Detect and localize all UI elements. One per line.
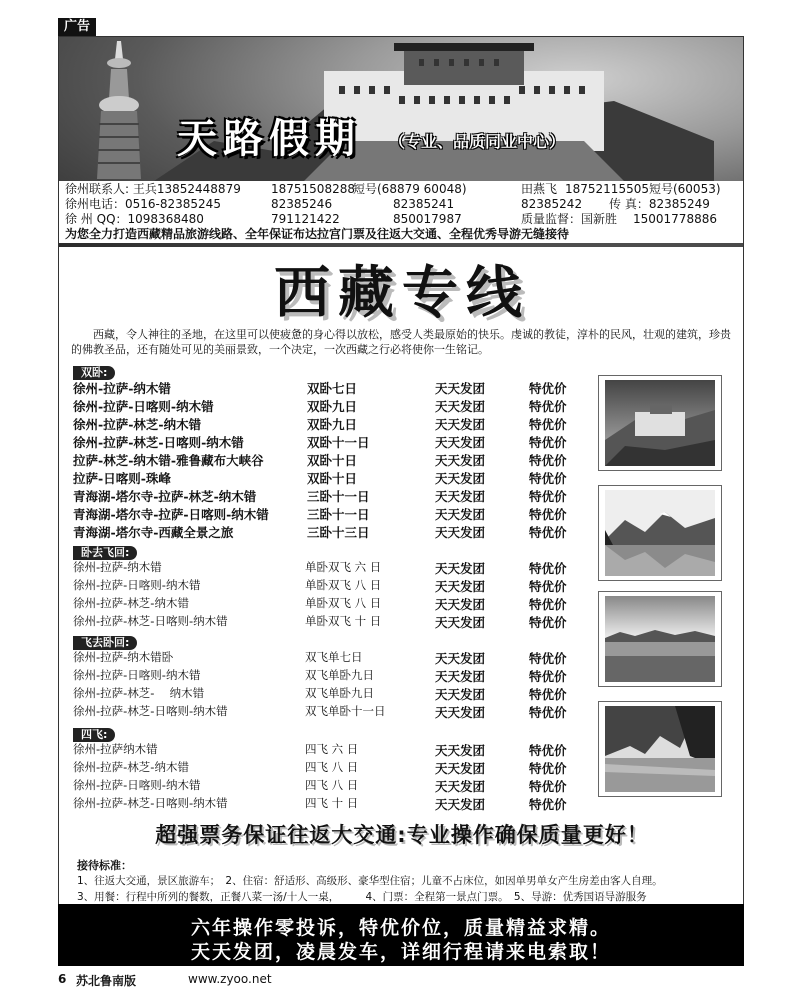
slogan: 为您全力打造西藏精品旅游线路、全年保证布达拉宫门票及往返大交通、全程优秀导游无缝接待 [65,227,570,241]
contact-text: 18751508288 [271,182,355,196]
route-schedule: 天天发团 [435,435,486,450]
section-tag: 飞去卧回: [73,636,137,650]
route-duration: 四飞 十 日 [305,796,359,810]
route-name: 徐州-拉萨-纳木错 [73,381,171,396]
contact-text: 82385241 [393,197,455,211]
contact-text: 850017987 [393,212,462,226]
palace-photo-image [603,380,717,466]
route-duration: 双飞单卧九日 [305,686,374,700]
route-price: 特优价 [529,669,567,684]
route-price: 特优价 [529,705,567,720]
route-duration: 单卧双飞 八 日 [305,596,382,610]
footer-line: 六年操作零投诉，特优价位，质量精益求精。 [190,917,611,939]
contact-text: 徐州联系人: 王兵13852448879 [65,182,241,196]
route-name: 徐州-拉萨-日喀则-纳木错 [73,778,201,792]
contact-text: 15001778886 [633,212,717,226]
contact-text: 传 真：82385249 [609,197,710,211]
route-name: 青海湖-塔尔寺-拉萨-日喀则-纳木错 [73,507,269,522]
contact-text: 田燕飞 [521,182,558,196]
route-price: 特优价 [529,381,567,396]
route-duration: 双卧九日 [307,399,358,414]
ad-label: 广告 [58,18,96,36]
contact-text: 短号(68879 60048) [353,182,467,196]
edition-label: 苏北鲁南版 [76,974,137,988]
contact-text: 82385242 [521,197,583,211]
section-tag: 四飞: [73,728,115,742]
route-schedule: 天天发团 [435,453,486,468]
route-name: 徐州-拉萨-日喀则-纳木错 [73,578,201,592]
guarantee-slogan: 超强票务保证往返大交通:专业操作确保质量更好！ [155,823,649,847]
contact-text: 791121422 [271,212,340,226]
route-schedule: 天天发团 [435,399,486,414]
route-schedule: 天天发团 [435,761,486,776]
advertisement-page [58,36,744,942]
contact-row [65,212,739,227]
route-name: 徐州-拉萨-林芝-日喀则-纳木错 [73,435,244,450]
route-schedule: 天天发团 [435,579,486,594]
brand-name: 天路假期 [177,115,361,162]
route-price: 特优价 [529,597,567,612]
route-schedule: 天天发团 [435,743,486,758]
mountain-lake-image [603,490,717,576]
contact-text: 徐 州 QQ：1098368480 [65,212,204,226]
page-title: 西藏专线 [274,260,530,326]
route-name: 青海湖-塔尔寺-拉萨-林芝-纳木错 [73,489,257,504]
route-duration: 单卧双飞 六 日 [305,560,382,574]
standards-line: 1、往返大交通，景区旅游车； 2、住宿：舒适形、高级形、豪华型住宿；儿童不占床位，如因单男单女产生房差由客人自理。 [77,875,663,887]
section-tag: 卧去飞回: [73,546,137,560]
section-tag: 双卧: [73,366,115,380]
website-link[interactable]: www.zyoo.net [188,972,272,986]
route-price: 特优价 [529,743,567,758]
route-duration: 双卧十日 [307,453,358,468]
contact-text: 徐州电话：0516-82385245 [65,197,221,211]
route-name: 徐州-拉萨-纳木错 [73,560,162,574]
route-schedule: 天天发团 [435,669,486,684]
standards-line: 3、用餐：行程中所列的餐数，正餐八菜一汤/十人一桌， 4、门票：全程第一景点门票。 5、导游：优秀国语导游服务 [77,891,647,903]
section-label [73,631,137,650]
route-schedule: 天天发团 [435,651,486,666]
route-price: 特优价 [529,761,567,776]
route-duration: 四飞 八 日 [305,760,359,774]
route-price: 特优价 [529,779,567,794]
route-duration: 双卧九日 [307,417,358,432]
route-duration: 双卧十一日 [307,435,370,450]
route-duration: 单卧双飞 十 日 [305,614,382,628]
route-name: 青海湖-塔尔寺-西藏全景之旅 [73,525,234,540]
river-image [603,706,717,792]
photo-potala [598,375,722,471]
route-duration: 三卧十一日 [307,507,370,522]
route-price: 特优价 [529,417,567,432]
footer-line: 天天发团，凌晨发车，详细行程请来电索取！ [190,941,611,963]
section-label [73,361,115,380]
route-duration: 双飞单卧十一日 [305,704,386,718]
route-name: 徐州-拉萨-日喀则-纳木错 [73,668,201,682]
route-price: 特优价 [529,507,567,522]
route-duration: 双卧七日 [307,381,358,396]
route-name: 徐州-拉萨-林芝- 纳木错 [73,686,205,700]
route-duration: 四飞 八 日 [305,778,359,792]
route-schedule: 天天发团 [435,597,486,612]
route-duration: 单卧双飞 八 日 [305,578,382,592]
contact-info [59,181,744,243]
route-price: 特优价 [529,579,567,594]
route-name: 徐州-拉萨-林芝-纳木错 [73,596,189,610]
route-schedule: 天天发团 [435,615,486,630]
route-schedule: 天天发团 [435,525,486,540]
route-schedule: 天天发团 [435,507,486,522]
route-name: 拉萨-林芝-纳木错-雅鲁藏布大峡谷 [73,453,264,468]
lake-image [603,596,717,682]
route-schedule: 天天发团 [435,705,486,720]
route-price: 特优价 [529,453,567,468]
route-duration: 双卧十日 [307,471,358,486]
route-schedule: 天天发团 [435,417,486,432]
contact-text: 质量监督：国新胜 [521,212,618,226]
section-label [73,723,115,742]
route-name: 徐州-拉萨-林芝-日喀则-纳木错 [73,796,228,810]
brand-subtitle: （专业、品质同业中心） [389,132,566,151]
route-price: 特优价 [529,489,567,504]
route-price: 特优价 [529,797,567,812]
route-price: 特优价 [529,651,567,666]
section-label [73,541,137,560]
contact-text: 82385246 [271,197,333,211]
page-number: 6 [58,972,67,986]
route-name: 徐州-拉萨-日喀则-纳木错 [73,399,214,414]
photo-river [598,701,722,797]
stupa-image [89,39,149,189]
photo-mountain-lake [598,485,722,581]
route-name: 徐州-拉萨-纳木错卧 [73,650,174,664]
route-price: 特优价 [529,525,567,540]
route-schedule: 天天发团 [435,489,486,504]
route-price: 特优价 [529,471,567,486]
route-name: 徐州-拉萨-林芝-日喀则-纳木错 [73,704,228,718]
route-name: 徐州-拉萨-林芝-纳木错 [73,760,189,774]
contact-row [65,182,739,197]
route-schedule: 天天发团 [435,797,486,812]
route-duration: 四飞 六 日 [305,742,359,756]
contact-row [65,197,739,212]
route-price: 特优价 [529,435,567,450]
route-name: 徐州-拉萨-林芝-日喀则-纳木错 [73,614,228,628]
route-schedule: 天天发团 [435,561,486,576]
photo-lake [598,591,722,687]
route-duration: 三卧十一日 [307,489,370,504]
route-schedule: 天天发团 [435,687,486,702]
route-name: 徐州-拉萨纳木错 [73,742,158,756]
route-price: 特优价 [529,687,567,702]
contact-text: 18752115505短号(60053) [565,182,721,196]
route-price: 特优价 [529,615,567,630]
route-duration: 双飞单七日 [305,650,363,664]
route-duration: 双飞单卧九日 [305,668,374,682]
route-duration: 三卧十三日 [307,525,370,540]
route-name: 拉萨-日喀则-珠峰 [73,471,171,486]
route-price: 特优价 [529,561,567,576]
route-schedule: 天天发团 [435,471,486,486]
route-price: 特优价 [529,399,567,414]
header-banner [59,37,744,247]
intro-paragraph: 西藏，令人神往的圣地，在这里可以使疲惫的身心得以放松，感受人类最原始的快乐。虔诚的教徒，淳朴的民风，壮观的建筑，珍贵的佛教圣品，还有随处可见的美丽景致，一个决定，一次西藏之行必将使你一生铭记。 [71,328,731,356]
standards-title: 接待标准： [77,859,132,872]
route-schedule: 天天发团 [435,779,486,794]
route-name: 徐州-拉萨-林芝-纳木错 [73,417,202,432]
route-schedule: 天天发团 [435,381,486,396]
